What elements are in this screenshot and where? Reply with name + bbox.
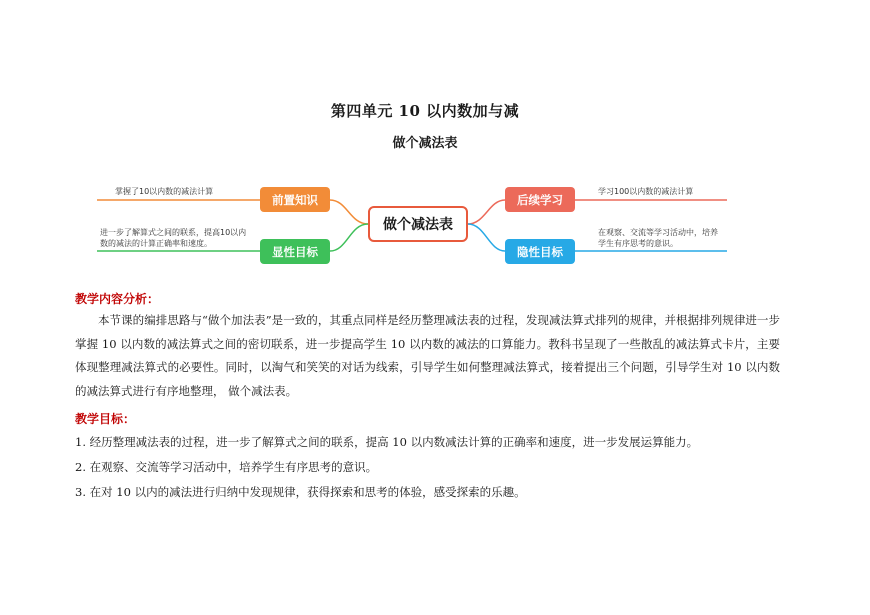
branch-implicit-goal: 隐性目标 <box>505 239 575 264</box>
mind-map <box>85 178 735 278</box>
goals-heading: 教学目标： <box>75 412 136 426</box>
page-subtitle: 做个减法表 <box>392 136 458 151</box>
branch-prior-knowledge: 前置知识 <box>260 187 330 212</box>
page-title: 第四单元 10 以内数加与减 <box>330 102 520 120</box>
note-follow-up: 学习100以内数的减法计算 <box>598 187 694 196</box>
branch-explicit-goal: 显性目标 <box>260 239 330 264</box>
goal-item-2: 2. 在观察、交流等学习活动中，培养学生有序思考的意识。 <box>75 460 378 474</box>
goal-item-3: 3. 在对 10 以内的减法进行归纳中发现规律，获得探索和思考的体验，感受探索的乐趣。 <box>75 485 526 499</box>
analysis-paragraph: 本节课的编排思路与“做个加法表”是一致的，其重点同样是经历整理减法表的过程，发现减法算式排列的规律，并根据排列规律进一步掌握 10 以内数的减法算式之间的密切联系，进一步提高学生 10 以内数的减法的口算能力。教科书呈现了一些散乱的减法算式卡片，主要体现整理减法算式的必要性。同时，以淘气和笑笑的对话为线索，引导学生如何整理减法算式，接着提出三个问题，引导学生对 10 以内数的减法算式进行有序地整理， 做个减法表。 <box>75 313 780 398</box>
goal-item-1: 1. 经历整理减法表的过程，进一步了解算式之间的联系，提高 10 以内数减法计算的正确率和速度，进一步发展运算能力。 <box>75 435 699 449</box>
mind-map-center: 做个减法表 <box>368 206 468 242</box>
branch-follow-up: 后续学习 <box>505 187 575 212</box>
note-prior-knowledge: 掌握了10以内数的减法计算 <box>115 187 214 196</box>
analysis-heading: 教学内容分析： <box>75 292 160 306</box>
note-implicit-goal: 在观察、交流等学习活动中，培养学生有序思考的意识。 <box>598 228 718 248</box>
note-explicit-goal: 进一步了解算式之间的联系，提高10以内数的减法的计算正确率和速度。 <box>100 228 247 248</box>
